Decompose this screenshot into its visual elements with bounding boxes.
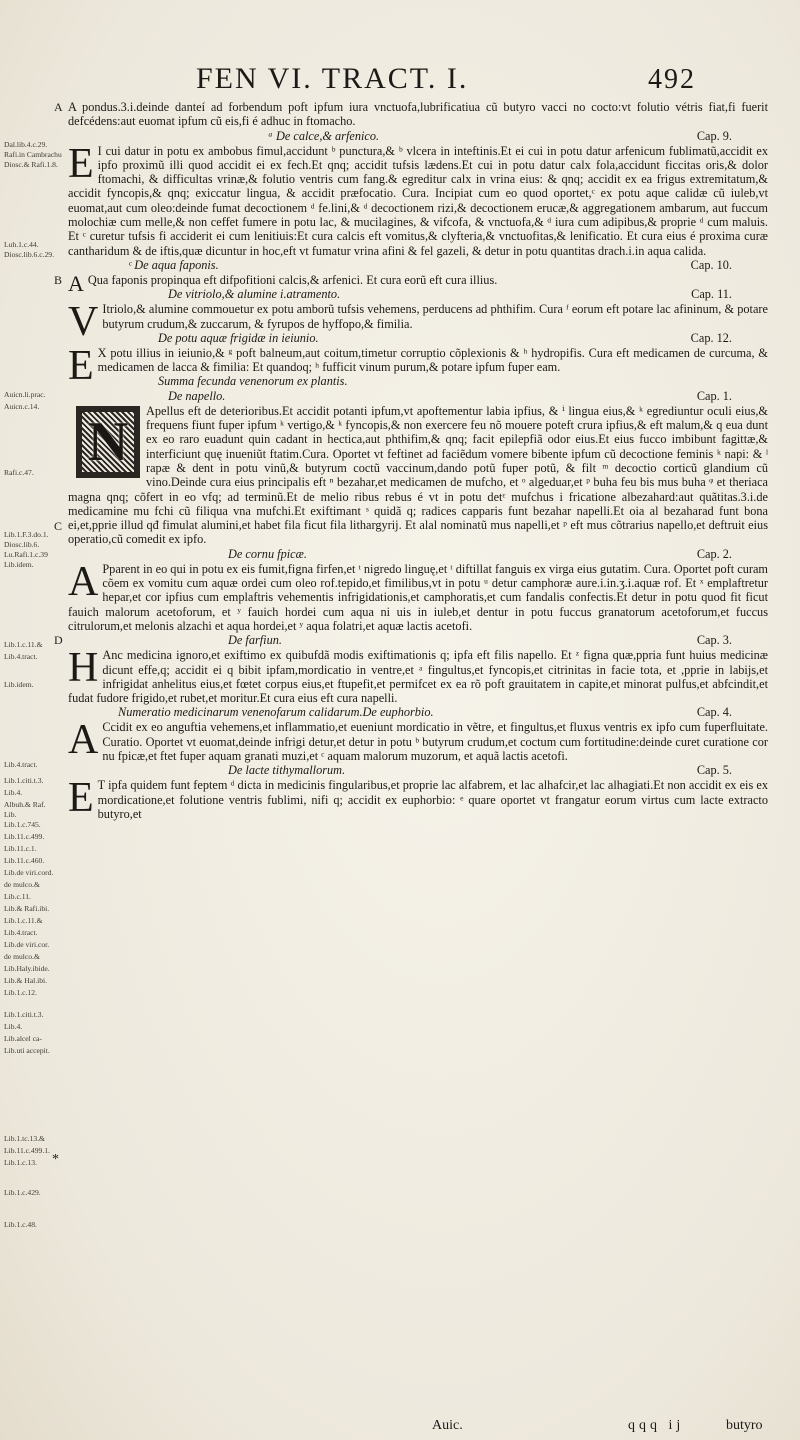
paragraph-text: Ccidit ex eo anguftia vehemens,et inflammatio,et eueniunt mordicatio in vẽtre, et fingultus,et fluxus ventris ex ipfo cum fuperfluitate. Curatio. Oportet vt euomat,deinde infrigi detur,et detur in potu ᵇ butyrum crudum,et coctum cum fortitudine:deinde curet curatione cor nu fpicæ,et ftet fuper aquam granati muzi,et ᶜ aquam malorum muzorum, et aquã lactis acetofi. xyxy=(102,720,768,763)
drop-cap: V xyxy=(68,299,99,346)
paragraph xyxy=(54,403,768,547)
margin-note: Lib.1.c.13. xyxy=(4,1158,37,1167)
paragraph xyxy=(68,775,768,822)
chapter-title: ᶜ De aqua faponis. xyxy=(128,257,219,272)
paragraph-continuation xyxy=(54,100,768,129)
chapter-number: Cap. 10. xyxy=(690,257,732,272)
margin-note: Lib.4. xyxy=(4,788,23,797)
margin-note: Lib.uti accepit. xyxy=(4,1046,50,1055)
chapter-number: Cap. 2. xyxy=(696,546,732,561)
chapter-number: Cap. 4. xyxy=(696,705,732,720)
margin-note: Lib.4.tract. xyxy=(4,928,38,937)
chapter-heading xyxy=(68,287,768,302)
running-header xyxy=(190,58,790,98)
section-letter-d: D xyxy=(54,633,63,648)
margin-note: Lib. xyxy=(4,810,17,819)
margin-note: Lib.4.tract. xyxy=(4,760,38,769)
margin-note: de mulco.& xyxy=(4,952,40,961)
margin-note: Lib.1.F.3.do.1. xyxy=(4,530,49,539)
margin-note: Lib.& Hal.ibi. xyxy=(4,976,48,985)
chapter-title: Numeratio medicinarum venenofarum calidarum.De euphorbio. xyxy=(118,705,434,720)
margin-note: Lib.4. xyxy=(4,1022,23,1031)
signature-author: Auic. xyxy=(432,1418,463,1433)
chapter-title: De lacte tithymallorum. xyxy=(228,763,346,778)
margin-note: Auicn.li.prac. xyxy=(4,390,46,399)
paragraph-text: I cui datur in potu ex ambobus fimul,accidunt ᵇ punctura,& ᵇ vlcera in inteftinis.Et ei cui in potu datur arfenicum fublimatũ,accidit ex ipfo proximũ illi quod accidit ei ex fech.Et qnq; accidit tufsis lædens.Et cui in potu datur calx fola,accidunt ficcitas oris,& dolor ftomachi, & difficultas vrinæ,& folutio ventris cum fang.& egreditur calx in vrina eius: & qnq; accidit ex ea frigus extremitatum,& accidit fyncopis,& qnq; exiccatur lingua, & accidit præfocatio. Cura. Incipiat cum eo quod oportet,ᶜ ex potu aque calidæ cũ iuleb,vt euomat,aut cum oleo:deinde fumat decoctionem ᵈ fe.lini,& ᵈ decoctionem rizi,& decoctionem erucæ,& aggregationem ambarum, aut fuccum molochiæ cum melle,& non ceffet fumere in potu lac, & mucilagines, & vifcofa, & vnctuofa,& ᵈ iura cum adipibus,& proprie ᵈ cum maluis. Et ᶜ curetur tufsis fi acciderit ei cum lenitiuis:Et cura calcis eft vomitus,& clyfteria,& vnctuofitas,& lenificatio. Et cura eius é proxima curæ cantharidum & de iftis,quæ dicuntur in hoc,eft vt fumatur vrina afini & fel gazeli, & detur in potu quantitas drach.i.in aqua calida. xyxy=(68,143,768,258)
paragraph xyxy=(68,558,768,633)
margin-note: Luh.1.c.44. xyxy=(4,240,39,249)
paragraph-text: Qua faponis propinqua eft difpofitioni calcis,& arfenici. Et cura eorũ eft cura illius. xyxy=(87,272,498,287)
paragraph xyxy=(68,645,768,706)
margin-note: Lib.4.tract. xyxy=(4,652,38,661)
margin-note: Lib.Haly.ibide. xyxy=(4,964,50,973)
paragraph-text: Pparent in eo qui in potu ex eis fumit,figna firfen,et ᵗ nigredo linguę,et ᵗ diftillat fanguis ex virga eius gutatim. Cura. Oportet poft curam cõem ex vomitu cum aquæ ordei cum oleo rof.tepido,et fimilibus,vt in potu ᵘ detur camphoræ aure.i.in.ʒ.i.aquæ rof. Et ˣ emplaftretur hepar,et cor ipfius cum emplaftris vehementis infrigidationis,et camphoratis,et cum fandalis confectis.Et detur in potu quod fit ficut fauich malorum acetoforum, et ʸ fauich hordei cum aqua ni uis in iuleb,et dentur in potu fuccus granatorum acetoforum,et fuccus citrulorum,et melonis alzachi et aqua hordei,et ʸ aqua folatri,et aquæ lactis acetofi. xyxy=(68,561,768,633)
page-footer xyxy=(0,1418,800,1438)
chapter-heading xyxy=(54,633,768,648)
chapter-heading xyxy=(68,389,768,404)
margin-note: Auicn.c.14. xyxy=(4,402,40,411)
chapter-heading xyxy=(68,705,768,720)
drop-cap: A xyxy=(68,270,84,296)
margin-asterisk: * xyxy=(52,1152,59,1167)
margin-note: Diosc.lib.6. xyxy=(4,540,40,549)
margin-note: Lib.1.c.48. xyxy=(4,1220,37,1229)
drop-cap: A xyxy=(68,717,99,764)
margin-note: Lib.de viri.cor. xyxy=(4,940,50,949)
chapter-title: ᵃ De calce,& arfenico. xyxy=(268,128,380,143)
margin-note: Lib.11.c.499.1. xyxy=(4,1146,50,1155)
margin-note: Rafi.in Cambrachu xyxy=(4,150,62,159)
margin-note: Lib.idem. xyxy=(4,560,34,569)
section-letter-a: A xyxy=(54,100,63,114)
margin-note: Dal.lib.4.c.29. xyxy=(4,140,48,149)
section-title: Summa fecunda venenorum ex plantis. xyxy=(158,374,348,389)
chapter-title: De napello. xyxy=(168,388,226,403)
paragraph-text: Itriolo,& alumine commouetur ex potu amborũ tufsis vehemens, perducens ad phthifim. Cura ᶠ eorum eft potare lac afininum, & potare butyrum crudum,& zuccarum, & fyrupos de hyffopo,& fimilia. xyxy=(102,302,768,331)
paragraph xyxy=(68,140,768,258)
margin-note: Lib.1.citi.t.3. xyxy=(4,1010,44,1019)
chapter-title: De farfiun. xyxy=(228,633,282,648)
paragraph-text: Apellus eft de deterioribus.Et accidit potanti ipfum,vt apoftementur labia ipfius, & ⁱ lingua eius,& ᵏ egrediuntur oculi eius,& frequens fiunt fuper ipfum ᵏ vertigo,& ᵏ fyncopis,& non exercere feu nõ mouere poteft crura ipfius,& eft malum,& q eua dunt ex eo raro euadunt quin cadant in hectica,aut phthifim,& qnq; facit epilepfiã odor eius.Et eius fucco imbibunt fagittæ,& interficiunt quę inueniũt ftatim.Cura. Oportet vt feftinet ad faciẽdum vomere bibente ipfum cũ decoctione feminis ᵏ napi: & ˡ rapæ & dent in potu vinũ,& butyrum coctũ vaccinum,dando potũ fuper potũ, & filt ᵐ decoctio corticũ glandium cũ vino.Deinde cura eius principalis eft ⁿ bezahar,et medicamen de mufcho, et ᵒ algeduar,et ᵖ buha feu bis mus buha ᵠ et theriaca magna qnq; cõfert in eo vfq; ad terminũ.Et de melio ribus rebus é vt in potu detᵋ mufchus i fricatione albezahard:aut quãtitas.3.i.de medicamine mu fchi cũ filiqua vna mufchi.Et exiftimant ˢ quidã q; radices capparis funt bezahar napelli.Et oia al bezaharad funt bona ei,et,pprie illud qđ fimulat alumini,et habet fila ficut fila lithargyrij. Et alal nominatũ mus napelli,et ᵖ eft mus cõtrarius napello,et deftruit eius operatio,cũ comedit ex ipfo. xyxy=(68,403,768,547)
margin-note: Lib.1.c.429. xyxy=(4,1188,41,1197)
paragraph-text: A pondus.3.i.deinde danteí ad forbendum poft ipfum iura vnctuofa,lubrificatiua cũ butyro vacci no cocto:vt folutio vétris fiat,fi fuerit defcédens:aut euomat ipfum cũ eis,fi é adhuc in ftomacho. xyxy=(68,100,768,129)
drop-cap: E xyxy=(68,775,94,822)
section-letter-b: B xyxy=(54,272,63,287)
chapter-number: Cap. 5. xyxy=(696,763,732,778)
margin-notes xyxy=(4,140,62,1420)
drop-cap: A xyxy=(68,558,99,605)
margin-note: Lib.11.c.499. xyxy=(4,832,45,841)
chapter-number: Cap. 11. xyxy=(691,287,732,302)
section-letter-c: C xyxy=(54,518,63,533)
decorated-initial xyxy=(76,406,140,478)
chapter-number: Cap. 1. xyxy=(696,388,732,403)
running-title: FEN VI. TRACT. I. xyxy=(196,62,469,95)
margin-note: Lib.1.c.11.& xyxy=(4,640,43,649)
signature-mark: qqq ij xyxy=(628,1418,685,1433)
chapter-title: De cornu fpicæ. xyxy=(228,546,307,561)
margin-note: Lib.1.c.745. xyxy=(4,820,41,829)
drop-cap: E xyxy=(68,140,94,187)
chapter-heading xyxy=(68,129,768,144)
margin-note: Lu.Rafi.1.c.39 xyxy=(4,550,48,559)
margin-note: Lib.11.c.1. xyxy=(4,844,37,853)
drop-cap: N xyxy=(87,410,129,473)
chapter-heading xyxy=(68,331,768,346)
margin-note: Lib.c.11. xyxy=(4,892,31,901)
margin-note: Rafi.c.47. xyxy=(4,468,34,477)
chapter-heading xyxy=(68,763,768,778)
margin-note: Lib.1.tc.13.& xyxy=(4,1134,45,1143)
chapter-number: Cap. 3. xyxy=(696,633,732,648)
margin-note: Lib.11.c.460. xyxy=(4,856,45,865)
paragraph xyxy=(68,717,768,764)
margin-note: de mulco.& xyxy=(4,880,40,889)
margin-note: Lib.1.c.11.& xyxy=(4,916,43,925)
chapter-number: Cap. 9. xyxy=(696,128,732,143)
chapter-heading xyxy=(68,547,768,562)
margin-note: Diosc.lib.6.c.29. xyxy=(4,250,54,259)
margin-note: Lib.idem. xyxy=(4,680,34,689)
catchword: butyro xyxy=(726,1418,763,1433)
margin-note: Lib.1.c.12. xyxy=(4,988,37,997)
chapter-number: Cap. 12. xyxy=(690,330,732,345)
page-number: 492 xyxy=(648,64,696,95)
chapter-heading xyxy=(68,258,768,273)
margin-note: Lib.alcel ca- xyxy=(4,1034,42,1043)
chapter-title: De vitriolo,& alumine i.atramento. xyxy=(168,287,341,302)
drop-cap: E xyxy=(68,342,94,389)
margin-note: Lib.de viri.cord. xyxy=(4,868,54,877)
main-text xyxy=(54,100,768,822)
margin-note: Albuh.& Raf. xyxy=(4,800,46,809)
paragraph-text: X potu illius in ieiunio,& ᵍ poft balneum,aut coitum,timetur corruptio cõplexionis & ʰ hydropifis. Cura eft medicamen de curcuma, & medicamen de lacca & fimilia: Et quandoq; ʰ fufficit vinum purum,& potare ipfum fuper eam. xyxy=(97,345,768,375)
margin-note: Lib.1.citi.t.3. xyxy=(4,776,44,785)
chapter-title: De potu aquæ frigidæ in ieiunio. xyxy=(158,330,319,345)
paragraph-text: Anc medicina ignoro,et exiftimo ex quibufdã modis exiftimationis q; ipfa eft filis napello. Et ᶻ figna quæ,ppria funt huius medicinæ dicunt effe,q; accidit ei q bibit ipfam,mordicatio in ventre,et ᵃ fingultus,et fyncopis,et citrinitas in facie tota, et ,pprie in labijs,et infrigidat anhelitus eius,et fœtet corpus eius,et ftupefit,et permifcet ex ea rõ poft grauitatem in capite,et minorat pulfus,et abfcindit,et fudat fudore frigido,et rubet,et moritur.Et cura eius eft cura napelli. xyxy=(68,648,768,706)
margin-note: Lib.& Rafi.ibi. xyxy=(4,904,50,913)
drop-cap: H xyxy=(68,645,99,692)
margin-note: Diosc.& Rafi.1.8. xyxy=(4,160,58,169)
paragraph-text: T ipfa quidem funt feptem ᵈ dicta in medicinis fingularibus,et proprie lac alfabrem, et lac alhafcir,et lac alhagiati.Et non accidit ex eis ex mordicatione,et folutione ventris fublimi, nifi q; accidit ex euphorbio: ᵉ quare oportet vt frangatur eorum virtus cum lacte extracto butyro,et xyxy=(97,778,768,821)
